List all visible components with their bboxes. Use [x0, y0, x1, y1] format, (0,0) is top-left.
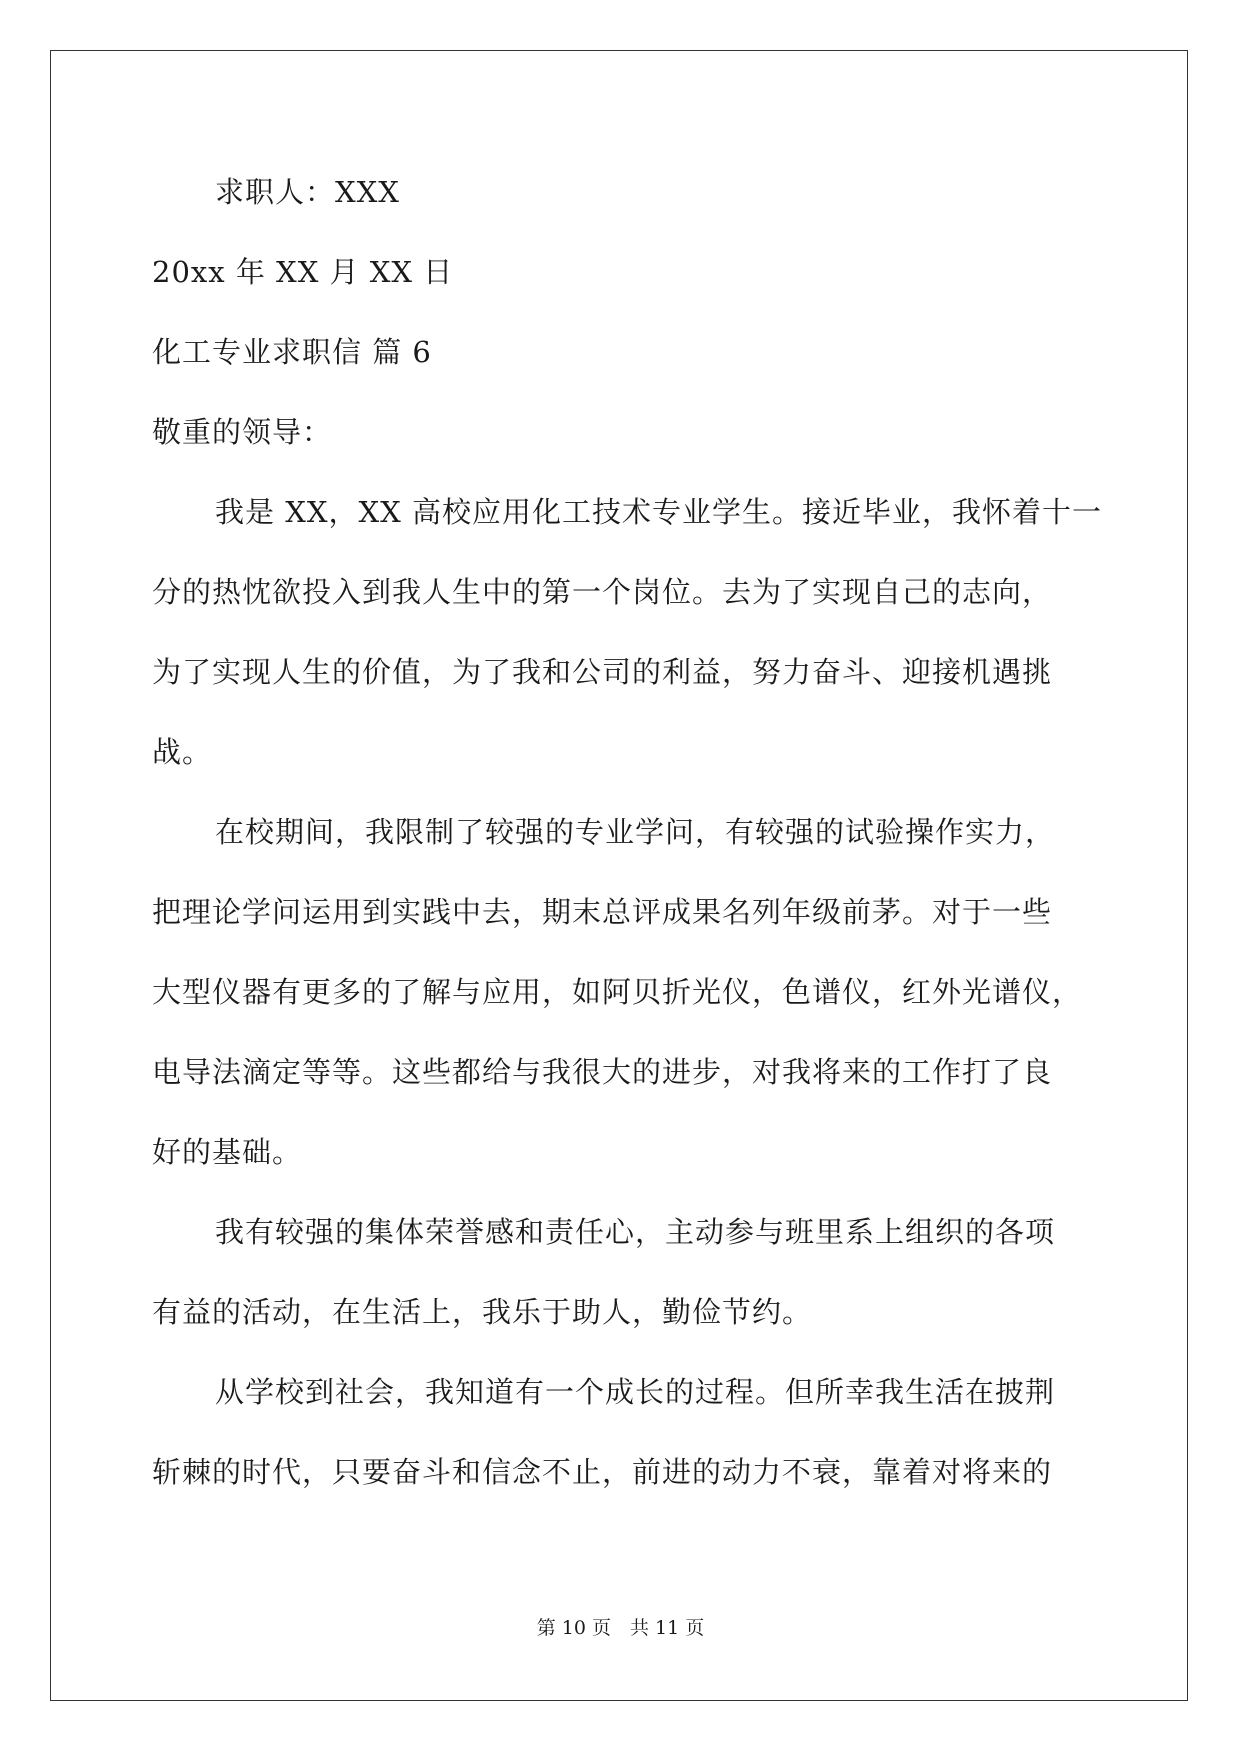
paragraph-line: 斩棘的时代，只要奋斗和信念不止，前进的动力不衰，靠着对将来的 [152, 1455, 1053, 1489]
paragraph-line: 在校期间，我限制了较强的专业学问，有较强的试验操作实力， [215, 815, 1056, 849]
paragraph-line: 把理论学问运用到实践中去，期末总评成果名列年级前茅。对于一些 [152, 895, 1053, 929]
paragraph-line: 从学校到社会，我知道有一个成长的过程。但所幸我生活在披荆 [215, 1375, 1056, 1409]
paragraph-line: 我是 XX，XX 高校应用化工技术专业学生。接近毕业，我怀着十一 [215, 495, 1103, 529]
paragraph-line: 好的基础。 [152, 1135, 303, 1169]
paragraph-line: 为了实现人生的价值，为了我和公司的利益，努力奋斗、迎接机遇挑 [152, 655, 1053, 689]
section-title: 化工专业求职信 篇 6 [152, 335, 432, 369]
paragraph-line: 我有较强的集体荣誉感和责任心，主动参与班里系上组织的各项 [215, 1215, 1056, 1249]
applicant-line: 求职人：XXX [215, 175, 400, 209]
date-line: 20xx 年 XX 月 XX 日 [152, 255, 454, 289]
paragraph-line: 大型仪器有更多的了解与应用，如阿贝折光仪，色谱仪，红外光谱仪， [152, 975, 1083, 1009]
salutation: 敬重的领导： [152, 415, 333, 449]
paragraph-line: 分的热忱欲投入到我人生中的第一个岗位。去为了实现自己的志向， [152, 575, 1053, 609]
paragraph-line: 电导法滴定等等。这些都给与我很大的进步，对我将来的工作打了良 [152, 1055, 1053, 1089]
paragraph-line: 战。 [152, 735, 213, 769]
page-number: 第 10 页 共 11 页 [536, 1617, 705, 1639]
paragraph-line: 有益的活动，在生活上，我乐于助人，勤俭节约。 [152, 1295, 813, 1329]
